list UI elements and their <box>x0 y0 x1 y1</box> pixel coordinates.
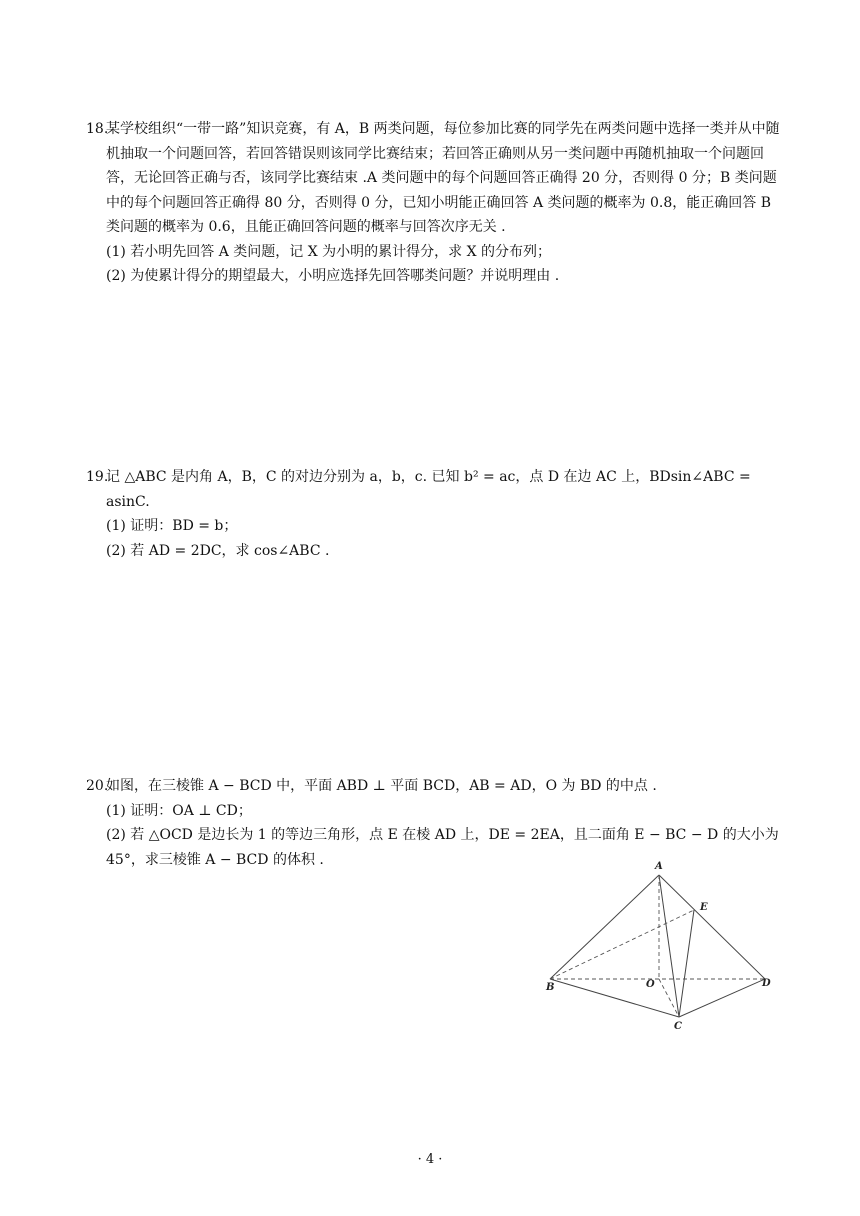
problem-19 <box>86 465 786 563</box>
subquestion-2: (2) 若 △OCD 是边长为 1 的等边三角形，点 E 在棱 AD 上，DE = 2EA，且二面角 E − BC − D 的大小为 45°，求三棱锥 A − BCD 的体积 . <box>106 827 779 868</box>
vertex-label-a: A <box>655 861 663 872</box>
vertex-label-e: E <box>700 902 708 913</box>
vertex-label-c: C <box>674 1021 682 1032</box>
vertex-label-d: D <box>762 978 771 989</box>
pyramid-diagram <box>538 857 778 1037</box>
subquestion-2: (2) 为使累计得分的期望最大，小明应选择先回答哪类问题？并说明理由 . <box>106 268 560 284</box>
pyramid-figure <box>538 857 778 1037</box>
vertex-label-o: O <box>646 979 655 990</box>
problem-18 <box>86 117 786 289</box>
subquestion-2: (2) 若 AD = 2DC，求 cos∠ABC . <box>106 542 330 559</box>
edge-ac <box>659 875 679 1017</box>
problem-number: 19. <box>86 469 109 485</box>
edge-ad <box>659 875 765 979</box>
problem-number: 18. <box>86 121 109 137</box>
problem-stem: 某学校组织“一带一路”知识竞赛，有 A，B 两类问题，每位参加比赛的同学先在两类问题中选择一类并从中随机抽取一个问题回答，若回答错误则该同学比赛结束；若回答正确则从另一类问题中再随机抽取一个问题回答，无论回答正确与否，该同学比赛结束 .A 类问题中的每个问题回答正确得 20 分，否则得 0 分；B 类问题中的每个问题回答正确得 80 分，否则得 0 分，已知小明能正确回答 A 类问题的概率为 0.8，能正确回答 B 类问题的概率为 0.6，且能正确回答问题的概率与回答次序无关 . <box>106 121 780 235</box>
problem-number: 20. <box>86 778 109 794</box>
subquestion-1: (1) 证明：OA ⊥ CD； <box>106 802 252 819</box>
edge-bc <box>550 979 679 1017</box>
problem-stem: 记 △ABC 是内角 A，B，C 的对边分别为 a，b，c. 已知 b² = ac，点 D 在边 AC 上，BDsin∠ABC = asinC. <box>106 469 751 510</box>
vertex-label-b: B <box>546 982 555 993</box>
edge-ab <box>550 875 659 979</box>
segment-ec <box>679 910 694 1017</box>
edge-cd <box>679 979 765 1017</box>
page-number: · 4 · <box>417 1152 443 1167</box>
subquestion-1: (1) 若小明先回答 A 类问题，记 X 为小明的累计得分，求 X 的分布列； <box>106 243 552 260</box>
problem-stem: 如图，在三棱锥 A − BCD 中，平面 ABD ⊥ 平面 BCD，AB = AD，O 为 BD 的中点 . <box>106 778 657 794</box>
subquestion-1: (1) 证明：BD = b； <box>106 518 238 534</box>
